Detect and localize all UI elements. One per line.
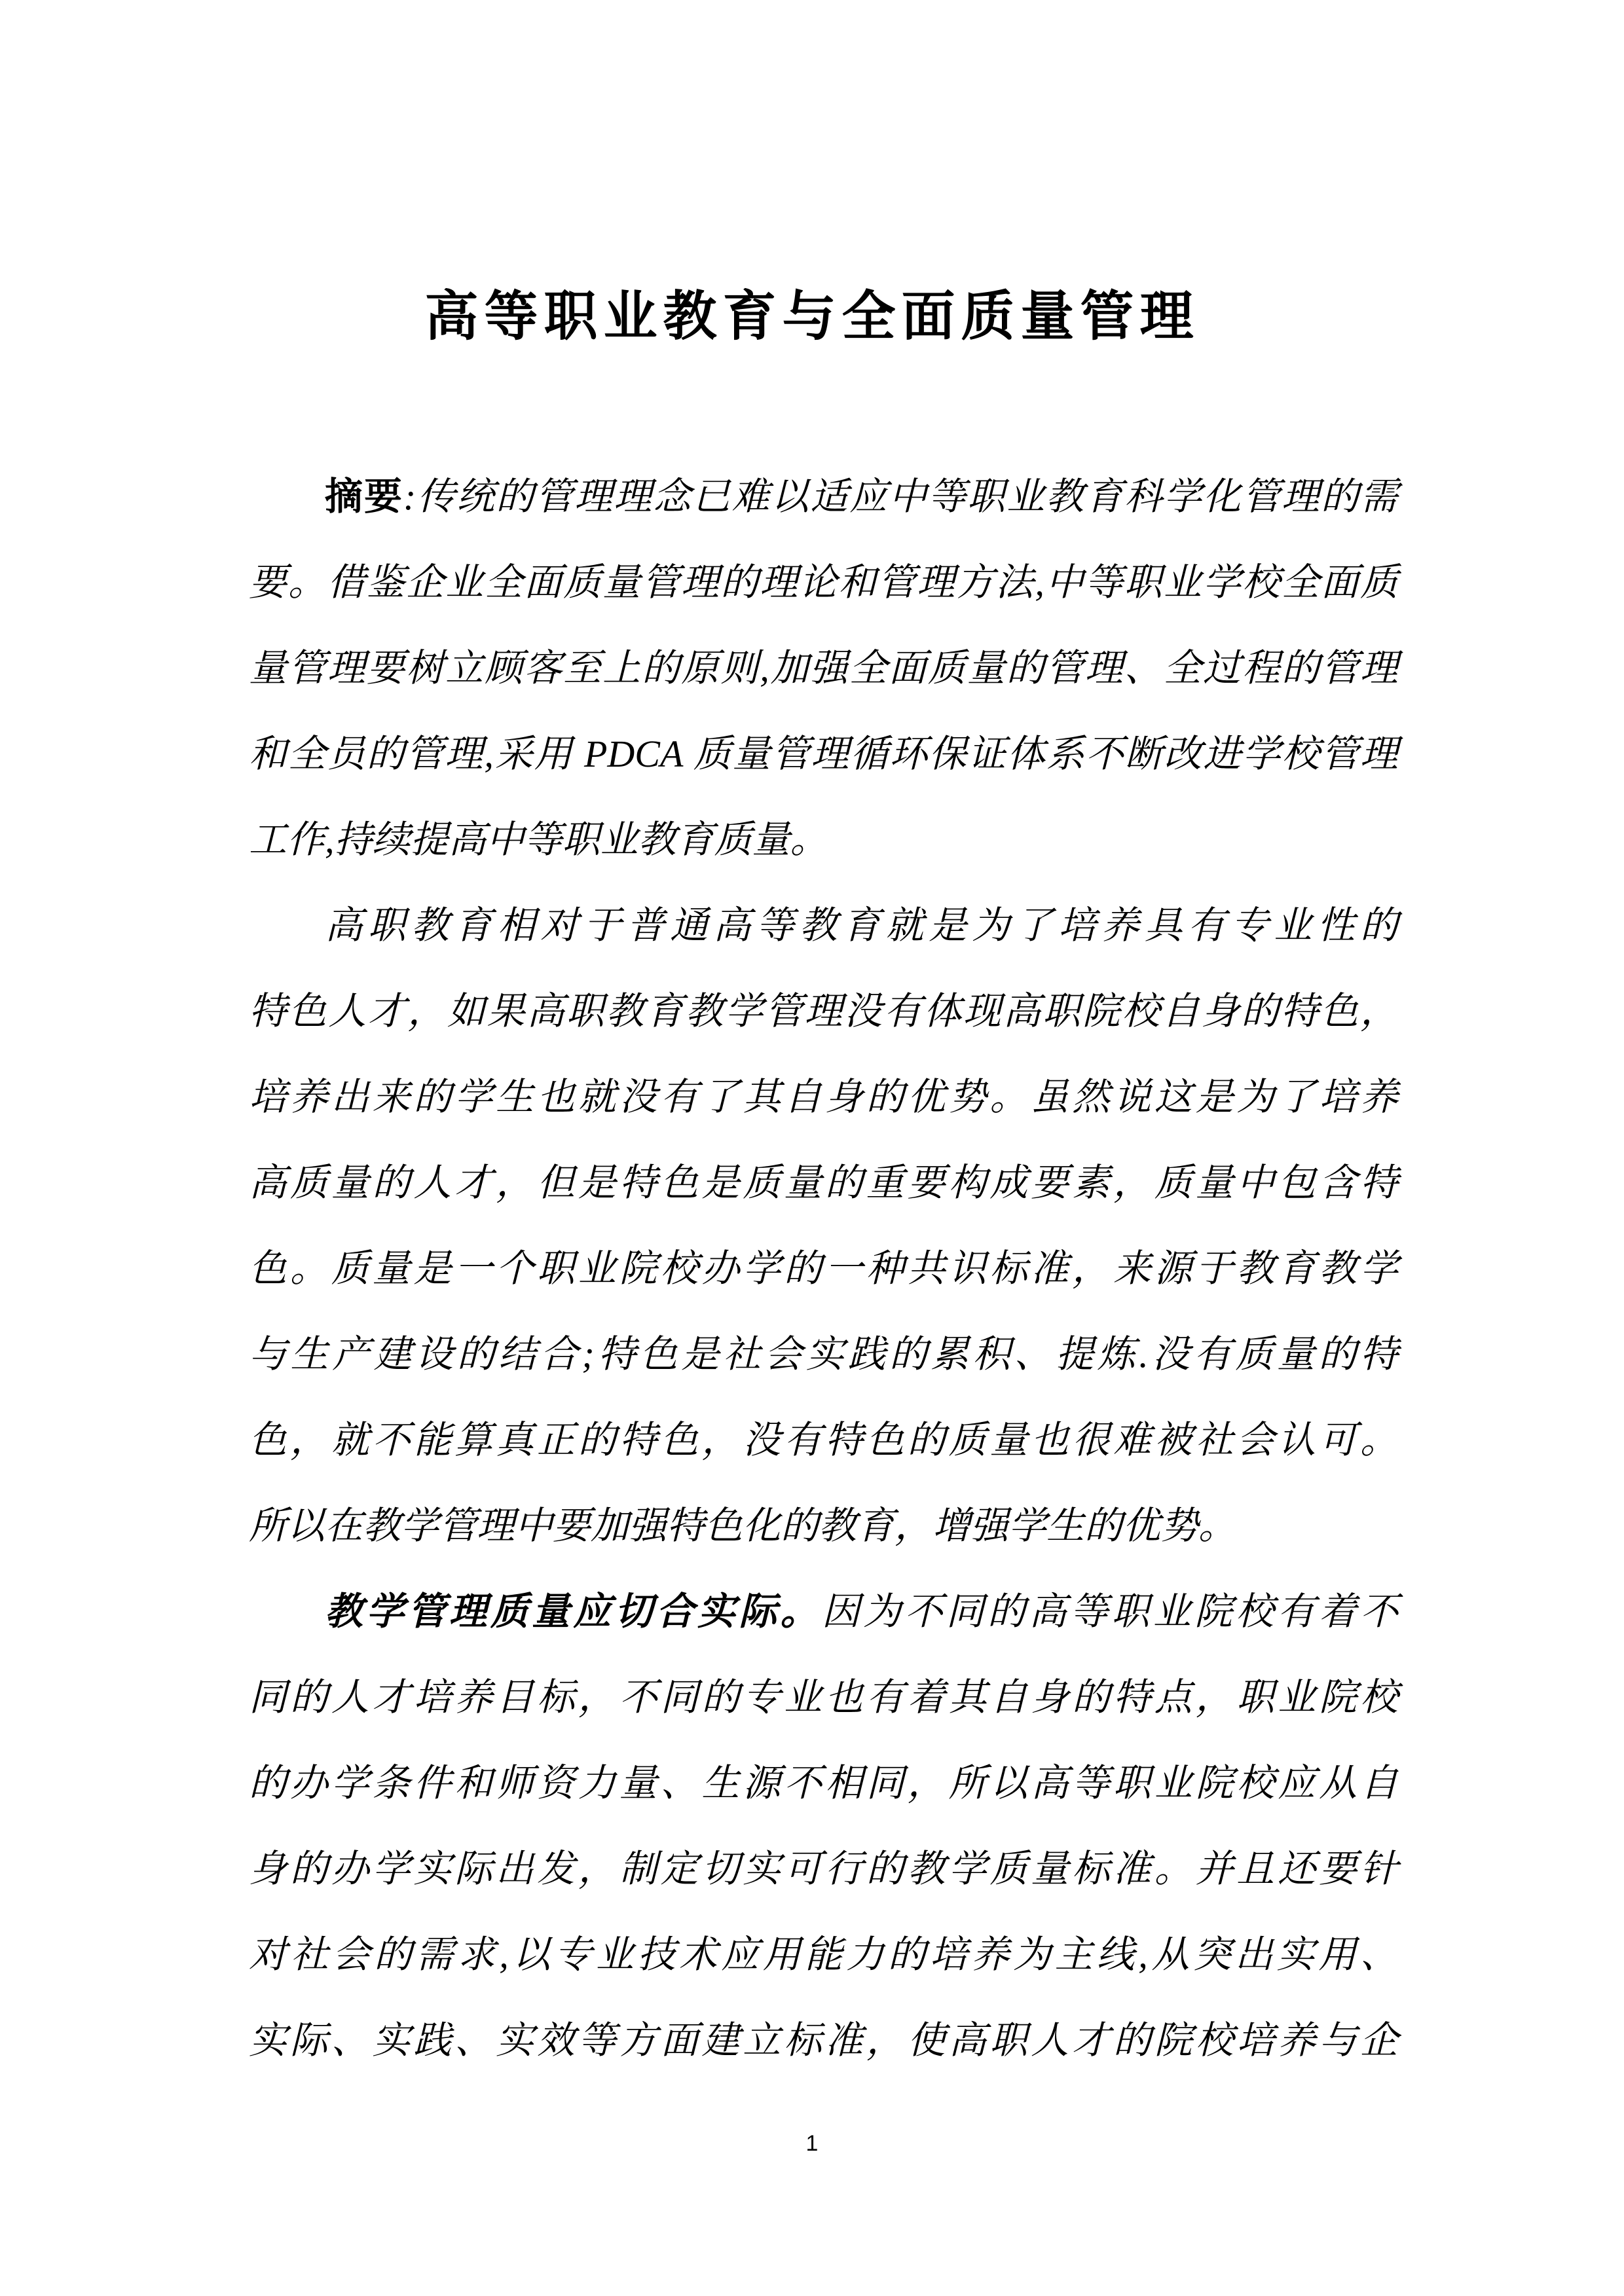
body-text: 的办学条件和师资力量、生源不相同，所以高等职业院校应从自 [249, 1762, 1398, 1804]
text-line [249, 711, 1398, 797]
text-line [249, 968, 1398, 1054]
text-line [249, 883, 1398, 968]
body-text: 同的人才培养目标，不同的专业也有着其自身的特点，职业院校 [249, 1676, 1398, 1719]
text-line [249, 1997, 1398, 2083]
text-line [249, 625, 1398, 711]
text-line [249, 1483, 1398, 1569]
body-text: 与生产建设的结合;特色是社会实践的累积、提炼.没有质量的特 [249, 1333, 1398, 1376]
body-text: :传统的管理理念已难以适应中等职业教育科学化管理的需 [403, 475, 1398, 518]
body-text: 量管理要树立顾客至上的原则,加强全面质量的管理、全过程的管理 [249, 647, 1398, 689]
text-line [249, 1740, 1398, 1826]
body-text: 身的办学实际出发，制定切实可行的教学质量标准。并且还要针 [249, 1848, 1398, 1890]
document-body [249, 454, 1398, 2083]
body-text: 培养出来的学生也就没有了其自身的优势。虽然说这是为了培养 [249, 1076, 1398, 1118]
text-line [249, 1569, 1398, 1654]
abstract-label: 摘要 [325, 475, 403, 518]
text-line [249, 1054, 1398, 1140]
document-title: 高等职业教育与全面质量管理 [424, 287, 1200, 346]
body-text: 和全员的管理,采用 PDCA 质量管理循环保证体系不断改进学校管理 [249, 733, 1398, 775]
page-number: 1 [805, 2131, 819, 2156]
text-line [249, 454, 1398, 539]
text-line [249, 1654, 1398, 1740]
body-text: 要。借鉴企业全面质量管理的理论和管理方法,中等职业学校全面质 [249, 561, 1398, 604]
text-line [249, 539, 1398, 625]
body-text: 高质量的人才，但是特色是质量的重要构成要素，质量中包含特 [249, 1161, 1398, 1204]
body-text: 工作,持续提高中等职业教育质量。 [249, 818, 828, 861]
body-text: 实际、实践、实效等方面建立标准，使高职人才的院校培养与企 [249, 2019, 1398, 2062]
text-line [249, 1311, 1398, 1397]
text-line [249, 1912, 1398, 1997]
text-line [249, 1397, 1398, 1483]
body-text: 特色人才，如果高职教育教学管理没有体现高职院校自身的特色， [249, 990, 1398, 1032]
body-text: 对社会的需求,以专业技术应用能力的培养为主线,从突出实用、 [249, 1933, 1398, 1976]
text-line [249, 1226, 1398, 1311]
body-text: 高职教育相对于普通高等教育就是为了培养具有专业性的 [325, 904, 1398, 947]
body-text: 色。质量是一个职业院校办学的一种共识标准，来源于教育教学 [249, 1247, 1398, 1290]
body-text: 色，就不能算真正的特色，没有特色的质量也很难被社会认可。 [249, 1419, 1398, 1461]
body-text: 因为不同的高等职业院校有着不 [821, 1590, 1398, 1633]
text-line [249, 1140, 1398, 1226]
text-line [249, 797, 1398, 883]
text-line [249, 1826, 1398, 1912]
bold-lead-text: 教学管理质量应切合实际。 [325, 1590, 822, 1633]
body-text: 所以在教学管理中要加强特色化的教育，增强学生的优势。 [249, 1504, 1237, 1547]
